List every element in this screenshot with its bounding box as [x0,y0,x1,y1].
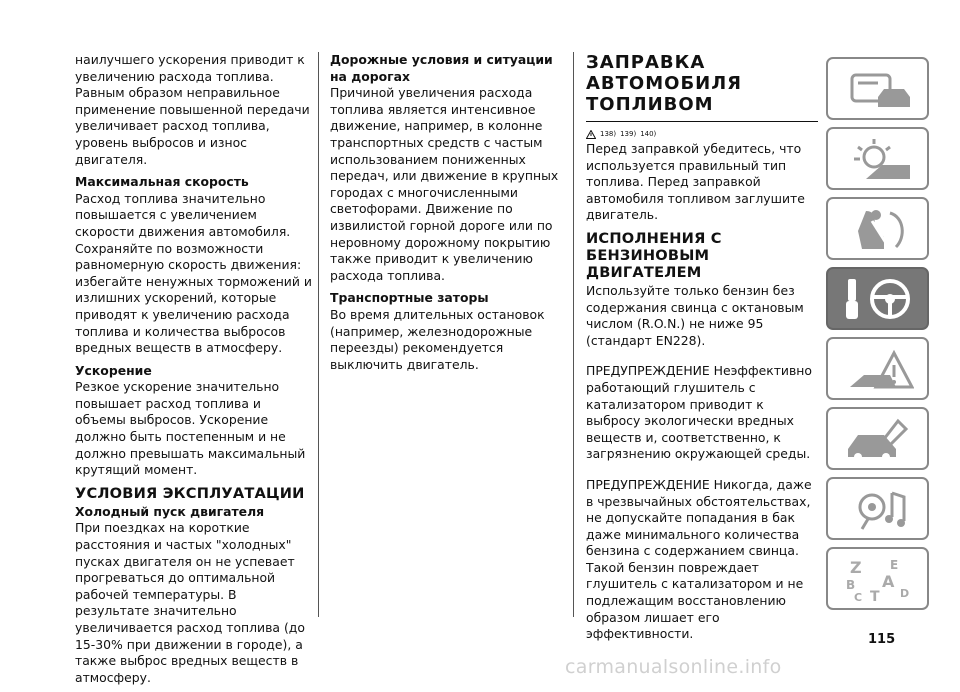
emergency-triangle-icon [844,347,914,391]
seat-safety-icon [844,207,914,251]
max-speed-paragraph: Расход топлива значительно повышается с увеличением скорости движения автомобиля. Сохраняйте по возможности равномерную скорость движения: избегайте ненужных торможений и излишних ускорений, которые приводят к увеличению расхода топлива и количества выбросов вредных веществ в атмосферу. [75,190,312,356]
warning-leaded-fuel-paragraph: ПРЕДУПРЕЖДЕНИЕ Никогда, даже в чрезвычайных обстоятельствах, не допускайте попадания в бак даже минимального количества бензина с содержанием свинца. Такой бензин повреждает глушитель с катализатором и не подлежащим восстановлению образом лишает его эффективности. [586,476,812,642]
tab-index[interactable] [826,547,929,610]
key-steering-icon [844,277,914,321]
refuel-title: ЗАПРАВКА АВТОМОБИЛЯ ТОПЛИВОМ [586,52,743,115]
reference-138[interactable]: 138) [600,130,617,138]
index-letter: E [890,558,899,572]
middle-column [330,52,566,379]
multimedia-icon [844,487,914,531]
acceleration-heading: Ускорение [75,362,152,378]
refuel-paragraph: Перед заправкой убедитесь, что используется правильный тип топлива. Перед заправкой автомобиля топливом заглушите двигатель. [586,141,805,223]
tab-multimedia[interactable] [826,477,929,540]
index-letter: D [900,587,910,600]
index-letter: T [870,589,880,601]
max-speed-heading: Максимальная скорость [75,174,249,190]
left-column [75,52,313,692]
acceleration-paragraph: Резкое ускорение значительно повышает расход топлива и объемы выбросов. Ускорение должно быть постепенным и не должно превышать максимальный крутящий момент. [75,379,306,478]
intro-paragraph: наилучшего ускорения приводит к увеличению расхода топлива. Равным образом неправильное применение повышенной передачи увеличивает расход топлива, уровень выбросов и износ двигателя. [75,52,310,167]
warning-triangle-icon [586,130,596,139]
traffic-jams-heading: Транспортные заторы [330,290,489,306]
index-letter: A [882,572,895,591]
cold-start-paragraph: При поездках на короткие расстояния и частых "холодных" пусках двигателя он не успевает прогреваться до оптимальной рабочей температуры. В результате значительно увеличивается расход топлива (до 15-30% при движении в городе), а также выброс вредных веществ в атмосферу. [75,520,305,685]
dashboard-car-icon [844,67,914,111]
column-divider [573,52,574,617]
page-number: 115 [868,632,896,647]
warning-lights-icon [844,137,914,181]
conditions-heading: УСЛОВИЯ ЭКСПЛУАТАЦИИ [75,484,305,502]
warning-catalyst-paragraph: ПРЕДУПРЕЖДЕНИЕ Неэффективно работающий глушитель с катализатором приводит к выбросу экологически вредных веществ и, соответственно, к загрязнению окружающей среды. [586,363,812,462]
title-underline [586,121,818,122]
tab-starting-driving[interactable] [826,267,929,330]
reference-140[interactable]: 140) [640,130,657,138]
reference-139[interactable]: 139) [620,130,637,138]
column-divider [318,52,319,617]
tab-dashboard[interactable] [826,57,929,120]
chapter-tabs [826,57,929,617]
road-conditions-paragraph: Причиной увеличения расхода топлива является интенсивное движение, например, в колонне транспортных средств с частым использованием пониженных передач, или движение в крупных городах с многочисленными светофорами. Движение по извилистой горной дороге или по неровному дорожному покрытию также приводит к увеличению расхода топлива. [330,85,559,283]
petrol-heading: ИСПОЛНЕНИЯ С БЕНЗИНОВЫМ ДВИГАТЕЛЕМ [586,229,722,281]
warning-references [586,129,818,139]
tab-emergency[interactable] [826,337,929,400]
tab-warning-lights[interactable] [826,127,929,190]
index-letter: C [854,591,863,601]
petrol-paragraph: Используйте только бензин без содержания свинца с октановым числом (R.O.N.) не ниже 95 (стандарт EN228). [586,282,804,348]
traffic-jams-paragraph: Во время длительных остановок (например, железнодорожные переезды) рекомендуется выключить двигатель. [330,306,545,372]
index-letter: B [846,578,856,592]
tab-safety[interactable] [826,197,929,260]
right-column [586,52,818,649]
tab-maintenance[interactable] [826,407,929,470]
maintenance-car-icon [844,417,914,461]
road-conditions-heading: Дорожные условия и ситуации на дорогах [330,52,553,84]
index-letters-icon [844,557,914,601]
watermark: carmanualsonline.info [565,656,782,678]
index-letter: Z [850,558,862,577]
cold-start-heading: Холодный пуск двигателя [75,503,265,519]
